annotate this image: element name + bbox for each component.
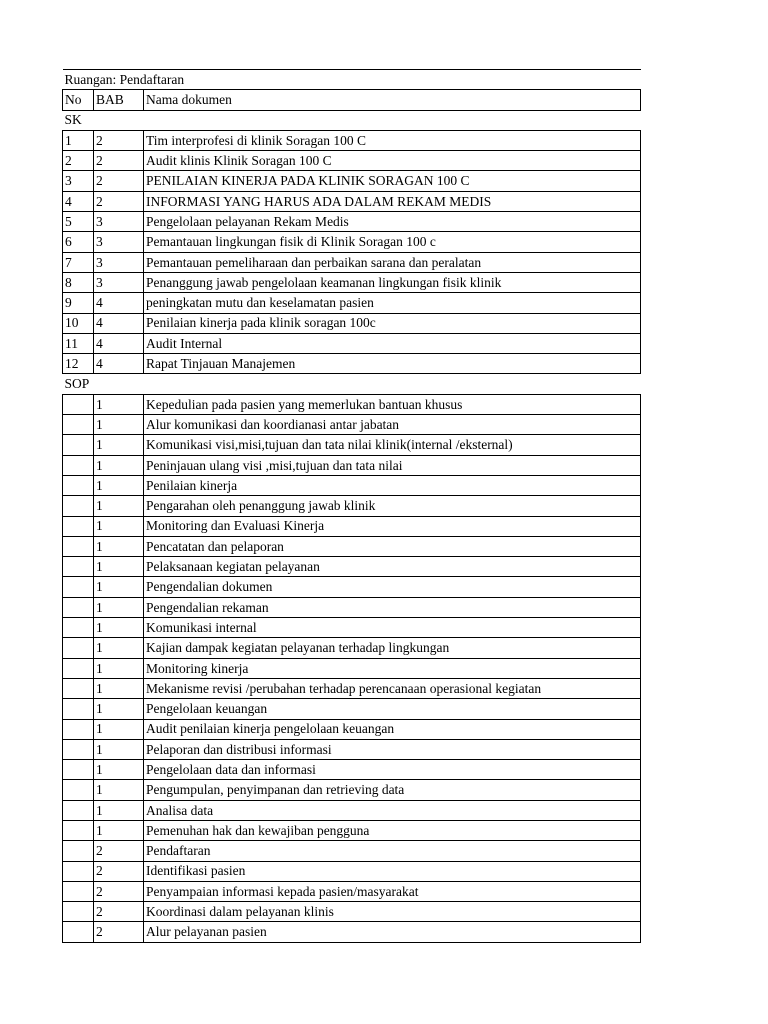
row-bab: 3: [94, 272, 144, 292]
row-no: [63, 496, 94, 516]
row-no: [63, 699, 94, 719]
row-bab: 2: [94, 151, 144, 171]
row-no: 1: [63, 130, 94, 150]
row-document-name: Kajian dampak kegiatan pelayanan terhadap lingkungan: [144, 638, 641, 658]
row-no: [63, 861, 94, 881]
row-bab: 1: [94, 435, 144, 455]
table-row: [63, 435, 641, 455]
table-row: [63, 212, 641, 232]
table-row: [63, 293, 641, 313]
section-label: SK: [63, 110, 641, 130]
row-document-name: Pemantauan lingkungan fisik di Klinik Soragan 100 c: [144, 232, 641, 252]
table-row: [63, 557, 641, 577]
table-row: [63, 902, 641, 922]
table-row: [63, 455, 641, 475]
row-no: [63, 516, 94, 536]
row-document-name: Identifikasi pasien: [144, 861, 641, 881]
row-bab: 1: [94, 760, 144, 780]
row-bab: 3: [94, 252, 144, 272]
row-no: [63, 820, 94, 840]
row-bab: 1: [94, 820, 144, 840]
row-bab: 1: [94, 699, 144, 719]
row-document-name: Komunikasi internal: [144, 618, 641, 638]
header-bab: BAB: [94, 90, 144, 110]
row-bab: 4: [94, 333, 144, 353]
row-bab: 1: [94, 780, 144, 800]
row-no: [63, 597, 94, 617]
header-no: No: [63, 90, 94, 110]
table-row: [63, 415, 641, 435]
row-bab: 1: [94, 455, 144, 475]
row-document-name: Tim interprofesi di klinik Soragan 100 C: [144, 130, 641, 150]
row-bab: 4: [94, 313, 144, 333]
section-label: SOP: [63, 374, 641, 394]
row-no: 12: [63, 354, 94, 374]
document-list-table: [62, 69, 641, 943]
table-row: [63, 313, 641, 333]
row-no: 2: [63, 151, 94, 171]
row-bab: 1: [94, 719, 144, 739]
row-bab: 2: [94, 191, 144, 211]
row-document-name: Pelaporan dan distribusi informasi: [144, 739, 641, 759]
row-document-name: Pengelolaan data dan informasi: [144, 760, 641, 780]
row-document-name: Kepedulian pada pasien yang memerlukan bantuan khusus: [144, 394, 641, 414]
row-no: [63, 719, 94, 739]
row-bab: 1: [94, 638, 144, 658]
row-document-name: Pencatatan dan pelaporan: [144, 536, 641, 556]
table-row: [63, 171, 641, 191]
row-bab: 1: [94, 475, 144, 495]
row-bab: 1: [94, 577, 144, 597]
table-row: [63, 881, 641, 901]
row-no: 6: [63, 232, 94, 252]
header-name: Nama dokumen: [144, 90, 641, 110]
row-no: [63, 841, 94, 861]
table-row: [63, 780, 641, 800]
row-no: [63, 557, 94, 577]
row-bab: 2: [94, 861, 144, 881]
row-no: [63, 780, 94, 800]
row-no: 5: [63, 212, 94, 232]
table-row: [63, 232, 641, 252]
row-document-name: Penyampaian informasi kepada pasien/masyarakat: [144, 881, 641, 901]
table-row: [63, 618, 641, 638]
room-label: Ruangan: Pendaftaran: [63, 70, 641, 90]
table-row: [63, 739, 641, 759]
row-bab: 1: [94, 557, 144, 577]
row-document-name: peningkatan mutu dan keselamatan pasien: [144, 293, 641, 313]
row-bab: 1: [94, 800, 144, 820]
header-row: [63, 90, 641, 110]
row-no: [63, 922, 94, 942]
row-bab: 1: [94, 658, 144, 678]
row-bab: 2: [94, 130, 144, 150]
row-document-name: PENILAIAN KINERJA PADA KLINIK SORAGAN 100 C: [144, 171, 641, 191]
room-title-row: [63, 70, 641, 90]
row-no: [63, 577, 94, 597]
table-row: [63, 719, 641, 739]
section-row: [63, 374, 641, 394]
table-body: [63, 70, 641, 943]
table-row: [63, 191, 641, 211]
row-no: [63, 536, 94, 556]
table-row: [63, 699, 641, 719]
row-no: [63, 475, 94, 495]
row-bab: 1: [94, 597, 144, 617]
row-bab: 2: [94, 841, 144, 861]
row-bab: 2: [94, 171, 144, 191]
row-bab: 1: [94, 678, 144, 698]
row-no: [63, 800, 94, 820]
row-no: [63, 658, 94, 678]
row-bab: 1: [94, 394, 144, 414]
table-row: [63, 252, 641, 272]
table-row: [63, 638, 641, 658]
row-document-name: Monitoring dan Evaluasi Kinerja: [144, 516, 641, 536]
row-bab: 1: [94, 415, 144, 435]
row-no: [63, 415, 94, 435]
row-no: [63, 435, 94, 455]
row-bab: 1: [94, 536, 144, 556]
row-bab: 3: [94, 232, 144, 252]
row-document-name: Pemenuhan hak dan kewajiban pengguna: [144, 820, 641, 840]
row-document-name: Pengelolaan pelayanan Rekam Medis: [144, 212, 641, 232]
row-no: [63, 739, 94, 759]
table-row: [63, 394, 641, 414]
table-row: [63, 678, 641, 698]
row-bab: 1: [94, 516, 144, 536]
row-no: 4: [63, 191, 94, 211]
row-document-name: Alur pelayanan pasien: [144, 922, 641, 942]
row-document-name: Audit penilaian kinerja pengelolaan keuangan: [144, 719, 641, 739]
row-document-name: Pengarahan oleh penanggung jawab klinik: [144, 496, 641, 516]
row-no: [63, 902, 94, 922]
row-bab: 2: [94, 922, 144, 942]
row-document-name: Peninjauan ulang visi ,misi,tujuan dan tata nilai: [144, 455, 641, 475]
row-no: 9: [63, 293, 94, 313]
row-no: 3: [63, 171, 94, 191]
table-row: [63, 841, 641, 861]
section-row: [63, 110, 641, 130]
table-row: [63, 516, 641, 536]
row-no: 8: [63, 272, 94, 292]
table-row: [63, 475, 641, 495]
row-document-name: Pengendalian dokumen: [144, 577, 641, 597]
row-no: [63, 638, 94, 658]
table-row: [63, 658, 641, 678]
row-document-name: Koordinasi dalam pelayanan klinis: [144, 902, 641, 922]
row-bab: 1: [94, 618, 144, 638]
row-document-name: Komunikasi visi,misi,tujuan dan tata nilai klinik(internal /eksternal): [144, 435, 641, 455]
row-document-name: Monitoring kinerja: [144, 658, 641, 678]
table-row: [63, 800, 641, 820]
table-row: [63, 577, 641, 597]
row-bab: 1: [94, 739, 144, 759]
row-document-name: Pengelolaan keuangan: [144, 699, 641, 719]
row-document-name: Penilaian kinerja pada klinik soragan 100c: [144, 313, 641, 333]
row-document-name: Audit Internal: [144, 333, 641, 353]
row-document-name: Audit klinis Klinik Soragan 100 C: [144, 151, 641, 171]
row-no: 10: [63, 313, 94, 333]
row-bab: 1: [94, 496, 144, 516]
table-row: [63, 536, 641, 556]
table-row: [63, 272, 641, 292]
table-row: [63, 354, 641, 374]
row-document-name: Pendaftaran: [144, 841, 641, 861]
row-bab: 3: [94, 212, 144, 232]
row-no: 7: [63, 252, 94, 272]
row-no: 11: [63, 333, 94, 353]
row-bab: 2: [94, 881, 144, 901]
row-document-name: Penilaian kinerja: [144, 475, 641, 495]
row-document-name: Pemantauan pemeliharaan dan perbaikan sarana dan peralatan: [144, 252, 641, 272]
row-document-name: Mekanisme revisi /perubahan terhadap perencanaan operasional kegiatan: [144, 678, 641, 698]
table-row: [63, 922, 641, 942]
table-row: [63, 333, 641, 353]
row-document-name: INFORMASI YANG HARUS ADA DALAM REKAM MEDIS: [144, 191, 641, 211]
table-row: [63, 496, 641, 516]
row-document-name: Analisa data: [144, 800, 641, 820]
table-row: [63, 760, 641, 780]
row-document-name: Pengumpulan, penyimpanan dan retrieving data: [144, 780, 641, 800]
row-no: [63, 394, 94, 414]
row-document-name: Alur komunikasi dan koordianasi antar jabatan: [144, 415, 641, 435]
table-row: [63, 861, 641, 881]
row-document-name: Pengendalian rekaman: [144, 597, 641, 617]
row-document-name: Rapat Tinjauan Manajemen: [144, 354, 641, 374]
row-no: [63, 455, 94, 475]
row-no: [63, 678, 94, 698]
table-row: [63, 151, 641, 171]
table-row: [63, 597, 641, 617]
row-document-name: Penanggung jawab pengelolaan keamanan lingkungan fisik klinik: [144, 272, 641, 292]
row-no: [63, 881, 94, 901]
row-no: [63, 618, 94, 638]
table-row: [63, 130, 641, 150]
row-no: [63, 760, 94, 780]
row-document-name: Pelaksanaan kegiatan pelayanan: [144, 557, 641, 577]
row-bab: 2: [94, 902, 144, 922]
table-row: [63, 820, 641, 840]
row-bab: 4: [94, 354, 144, 374]
row-bab: 4: [94, 293, 144, 313]
